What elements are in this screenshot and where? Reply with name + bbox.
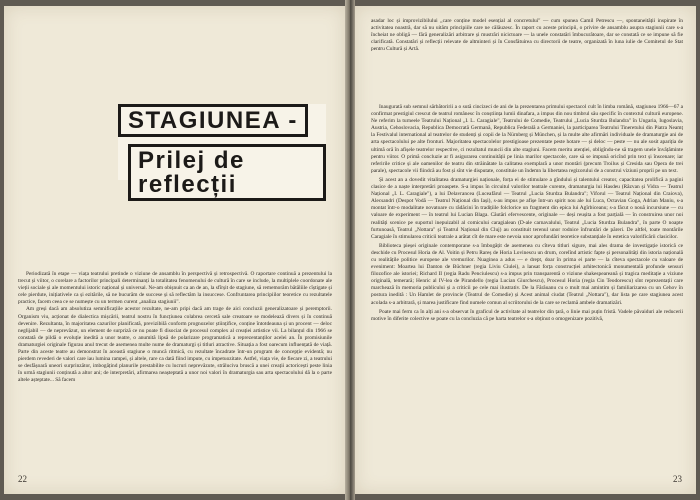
- right-column-text: [371, 104, 683, 323]
- book-spine: [345, 0, 355, 500]
- title-line-2: Prilej de reflecții: [128, 144, 326, 201]
- title-line-1: STAGIUNEA -: [118, 104, 308, 137]
- page-number-right: 23: [673, 474, 682, 484]
- article-title: [118, 104, 326, 198]
- paragraph: Am greși dacă am absolutiza semnificațiile acestor rezultate, ne-am pripi dacă am trage de aici concluzii generalizatoare și peremptorii. Organism viu, acționat de dialectica mișcării, teatrul nostru în funcțiunea colabrea cercetă sale creatoare se modelează divers și în continuă devenire. Rezultanta, în majoritatea cazurilor planificată, previzibilă conform prognozelor științifice, conține întotdeauna și un procent — deloc neglijabil — de neprevăzut, un element de surpriză ce nu poate fi disociat de procesul complex al creației artistice vii. La bilanțul din 1966 se constată de pildă o evoluție inedită a unor teatre, o anumită lipsă de polarizare programatică a reprezentanților acelei an. În promisiunile dramaturgiei originale figurau anul trecut de asemenea multe nume de dramaturgi și titluri atractive. Situația a fost oarecum influențată de viață. Parte din aceste teatre au demonstrat în această stagiune o muncă ritmică, cu rezultate încadrate într-un program de concepție evidentă; nu pierdem revederi de valori care iau lumina rampei, și altele, rare ca dată fiind impute, cu impetuozitate. Astfel, viața vie, de fiecare zi, a teatrului se desfășoară uneori surprinzător, imbogățind planurile prestabilite cu lucruri neprevăzute, străluciva bruscă a unei creații actoricești peste linia în urmă stagiunii conținută a altor ani; de interpretări, afirmarea neașteptată a unor noi valori în dramaturgia sau arta spectacolului dă la o parte altele așteptate... Să facem: [18, 306, 332, 384]
- page-number-left: 22: [18, 474, 27, 484]
- paragraph: Biblioteca pieșei originale contemporane s-a îmbogățit de asemenea cu cîteva titluri sigure, mai ales drama de investigație istorică ce deschide cu Procesul Horia de Al. Voitin și Petru Rareș de Horia Lovinescu un drum, corelînd artistic fapte și personalități din istoria națională cu realitățile politice europene ale vremurilor. Nuaginea a adus — e drept, doar în prima ei parte — la cîteva spectacole cu valoare de eveniment: Moartea lui Danton de Büchner (regia Liviu Ciulei), a lansat forța construcției arhitectonică monumentală profunde sensuri filozofice ale istoriei; Richard II (regia Radu Penciulescu) s-a impus prin transparentă o viziune shakespeareană și tragica meditație a viziune originală, temerară; Henric al IV-lea de Pirandello (regia Lucian Giurchescu), Procesul Horia (regia Cin Teodorescu) sînt reprezentații care marchează în memoria publicului și a criticii pe cele mai ilustrativ. De la Fărăuanu cu o mult mai amintim și familiarizarea cu un Cehov în postura inedită : Un Hamlet de provincie (Teatrul de Comedie) și Acest animal ciudat (Teatrul „Nottara"), dar lista pe care stagiunea acest acolada s-a arbitrară, și marea justificare find numele comun al scriitorului de la care se reclamă ambele dramatizări.: [371, 242, 683, 306]
- left-column-text: [18, 271, 332, 385]
- paragraph: Inaugurată sub semnul sărbătoririi a o sută cincizeci de ani de la prezentarea primului spectacol cult în limba română, stagiunea 1966—67 a confirmat prestigiul crescut de teatrul românesc în conștiința lumii dinafara, a impus din nou timbrul său specific în contextul culturii europene. Ne referim la turneele Teatrului Național „I. L. Caragiale", Teatrului de Comedie, Teatrului „Lucia Sturdza Bulandra" în Ungaria, Iugoslavia, Austria, Cehoslovacia, Republica Democrată Germană, Republica Federală a Germaniei, la participarea Teatrului Tineretului din Piatra Neamț la Festivalul international al teatrelor de studenți și copii de la Nürnberg și München, și la multe alte afirmări individuale de dramaturgie ani de arta spectacolului pe alte fronturi. Majoritatea spectacolelor prestigioase prezentate peste hotare — și deloc — peste — nu ale sosit apariția de ultimă oră în afișele teatrelor respective, ci rezultatul muncii din alte stagiuni. Facem meritu atenției, obligîndu-ne să tragem unele învățăminte pentru viitor. O primă concluzie ar fi asigurarea continuității pe linia marilor spectacole, care să se impună oricînd prin text și înscenare; iar referirile critice și ale oamenilor de teatru din străinătate la calitatea exemplară a unor montări (precum Troilus și Cresida sau Opera de trei parale), spectacole vii fiindcă au fost și sînt vie disputate, constituie un îndemn la libertatea regizorului de a construi viziuni proprii pe un text.: [371, 104, 683, 174]
- left-page: [4, 6, 345, 494]
- right-top-text: [371, 18, 683, 53]
- right-page: [355, 6, 696, 494]
- paragraph: Periodizată în etape — viața teatrului pretinde o viziune de ansamblu în perspectivă și retrospectivă. O raportare continuă a prezentului la trecut și viitor, o corelare a factorilor principali determinanți la totalitatea fenomenului de cultură în care se include, la multiplele coordonate ale vieții sociale și ale momentului istoric național și universal. Ne-am obișnuit ca an de an, la sfîrșit de stagiune, să rememorăm bătăliile cîștigate și cele pierdute, inițiativele ca și ezitările, să ne bucurăm de succese și să reflectăm la insuccese. Confruntarea principiilor teoretice cu rezultatele practice, facem ceea ce se numește cu un termen curent „analiza stagiunii".: [18, 271, 332, 306]
- paragraph: Și acest an a dovedit vitalitatea dramaturgiei naționale, forța ei de stimulare a gîndului și talentului creator, capacitatea prolifică a pagini clasice de a naște interpretări proaspete. S-a impus în circuitul valorilor teatrale curente, dramaturgia lui Hasdeu (Răzvan și Vidra — Teatrul Național „I. L. Caragiale"), a lui Delavrancea (Luceafărul — Teatrul „Lucia Sturdza Bulandra"; Viforul — Teatrul Național din Craiova), Alecsandri (Despot Vodă — Teatrul Național din Iași), s-au impus pe afișe într-un spirit nou ale lui Luca, Octavian Goga, Adrian Maniu, s-a montat într-o modalitate novatoare cu rădăcini în tradițiile folclorice un fragment din epica lui Agîrbiceanu; s-a făcut o nouă incursiune — cu valoare de experiment — în teatrul lui Lucian Blaga. Căutări efervescente, originale — deși reușita a fost parțială — în construirea unor noi realități scenice pe suportul inepuizabil al comicului caragialean (D-ale carnavalului, Teatrul „Lucia Sturdza Bulandra", în parte O noapte furtunoasă, Teatrul „Nottara" și Teatrul Național din Cluj) au constituit terenul unor rodnice înfruntări de păreri. De altfel, toate montările Caragiale în stimularea criticii teatrale a arătat cît de mare este nevoia unor aprofundări teoretice substanțiale în estetica valorificării clasicilor.: [371, 176, 683, 240]
- paragraph: asadar loc și improvizibilului „care conține model esențial al concretului" — cum spunea Camil Petrescu —, spontaneității inspirate în activitatea noastră, dar să nu uităm principiile care ne călăuzesc. În raport cu aceste principii, o privire de ansamblu asupra stagiunii care s-a încheiat ne obligă — fără generalizări arbitrare și mustrări nicictoare — la unele constatări îmbucurătoare, dar se constată ce se impune să fie clarificată. Constatări și reflecții relevate de altminteri și în Consfătuirea cu directorii de teatre, organizată în luna iulie de Comitetul de Stat pentru Cultură și Artă.: [371, 18, 683, 53]
- paragraph: Poate mai ferm ca în alți ani s-a observat în graficul de activitate al teatrelor din țară, o linie mai puțin fristă. Vadele păvaiduri ale reducerii motive în diferite colective se poate cu la concluzia că pe harta teatrelor s-a obținut o omogenizare pozitivă,: [371, 308, 683, 322]
